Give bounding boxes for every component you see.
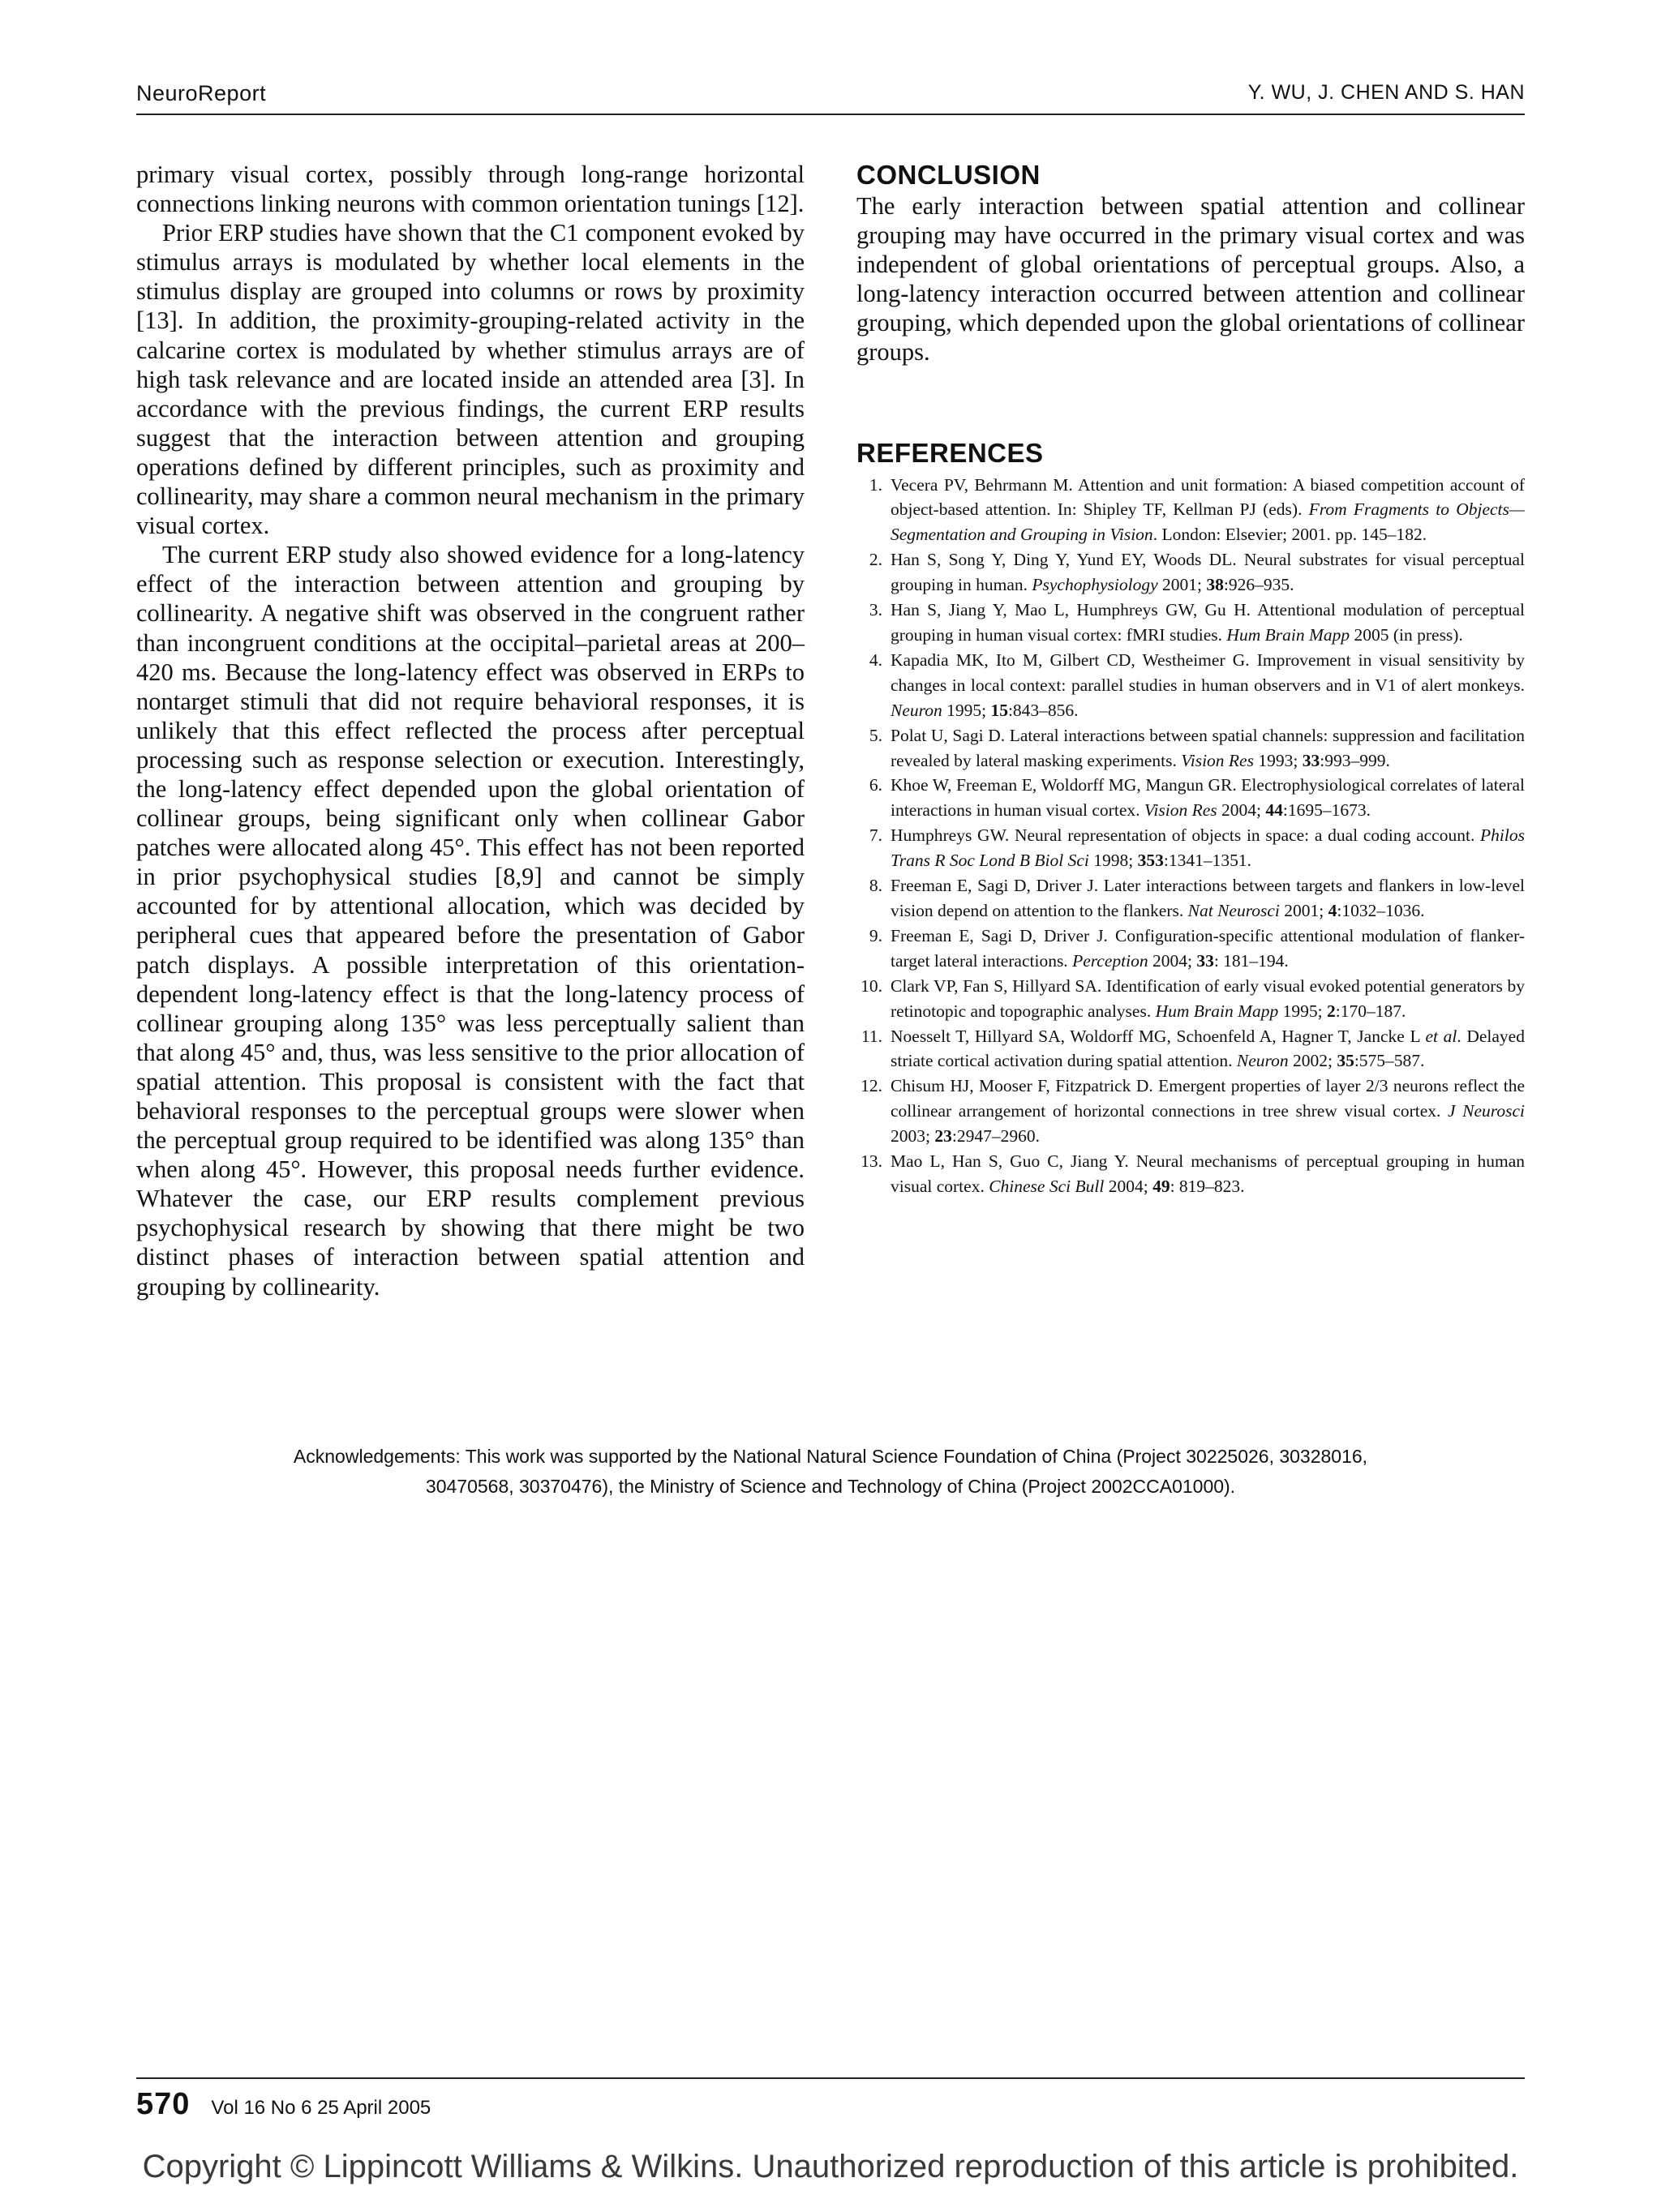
reference-list	[856, 473, 1525, 1199]
reference-authors-title: Freeman E, Sagi D, Driver J. Configuration-specific attentional modulation of flanker-target lateral interactions.	[891, 925, 1525, 971]
reference-pages: :843–856.	[1007, 700, 1079, 720]
reference-journal: Nat Neurosci	[1187, 900, 1280, 920]
reference-number: 10.	[861, 975, 882, 996]
reference-pages: :575–587.	[1354, 1051, 1425, 1071]
acknowledgements	[136, 1442, 1525, 1502]
reference-number: 8.	[869, 876, 882, 896]
conclusion-heading: CONCLUSION	[856, 160, 1041, 190]
reference-year: 2004;	[1148, 950, 1197, 971]
reference-pages: :993–999.	[1320, 750, 1390, 770]
reference-item	[856, 1024, 1525, 1074]
reference-year: 2004;	[1104, 1176, 1153, 1196]
left-column	[136, 160, 805, 1301]
body-paragraph-3: The current ERP study also showed evidence for a long-latency effect of the interaction between attention and grouping by collinearity. A negative shift was observed in the congruent rather than incongruent conditions at the occipital–parietal areas at 200–420 ms. Because the long-latency effect was observed in ERPs to nontarget stimuli that did not require behavioral responses, it is unlikely that this effect reflected the process after perceptual processing such as response selection or execution. Interestingly, the long-latency effect depended upon the global orientation of collinear groups, being significant only when collinear Gabor patches were allocated along 45°. This effect has not been reported in prior psychophysical studies [8,9] and cannot be simply accounted for by attentional allocation, which was decided by peripheral cues that appeared before the presentation of Gabor patch displays. A possible interpretation of this orientation-dependent long-latency effect is that the long-latency process of collinear grouping along 135° was less perceptually salient than that along 45° and, thus, was less sensitive to the prior allocation of spatial attention. This proposal is consistent with the fact that behavioral responses to the perceptual groups were slower when the perceptual group required to be identified was along 135° than when along 45°. However, this proposal needs further evidence. Whatever the case, our ERP results complement previous psychophysical research by showing that there might be two distinct phases of interaction between spatial attention and grouping by collinearity.	[136, 541, 805, 1301]
reference-year: 1995;	[1278, 1001, 1328, 1021]
copyright-notice: Copyright © Lippincott Williams & Wilkins. Unauthorized reproduction of this article is prohibited.	[142, 2149, 1519, 2184]
journal-name: NeuroReport	[136, 81, 267, 105]
reference-year: 2004;	[1217, 800, 1266, 821]
reference-pages: . London: Elsevier; 2001. pp. 145–182.	[1152, 525, 1427, 545]
reference-year: 1998;	[1088, 851, 1138, 871]
reference-volume: 23	[934, 1126, 952, 1147]
body-paragraph-1: primary visual cortex, possibly through long-range horizontal connections linking neurons with common orientation tunings [12].	[136, 161, 805, 218]
reference-number: 1.	[869, 474, 882, 495]
page-footer	[136, 2087, 431, 2122]
reference-volume: 353	[1137, 851, 1164, 871]
reference-journal: Neuron	[1236, 1051, 1289, 1071]
reference-year: 2001;	[1157, 575, 1207, 595]
conclusion-section	[856, 159, 1525, 367]
reference-authors-title: Freeman E, Sagi D, Driver J. Later interactions between targets and flankers in low-level vision depend on attention to the flankers.	[891, 876, 1525, 920]
reference-item	[856, 473, 1525, 548]
references-section	[856, 437, 1525, 1199]
reference-number: 12.	[861, 1076, 882, 1096]
reference-number: 7.	[869, 825, 882, 846]
reference-volume: 49	[1152, 1176, 1170, 1196]
reference-journal: Hum Brain Mapp	[1155, 1001, 1279, 1021]
conclusion-text: The early interaction between spatial attention and collinear grouping may have occurred in the primary visual cortex and was independent of global orientations of perceptual groups. Also, a long-latency interaction occurred between attention and collinear grouping, which depended upon the global orientations of collinear groups.	[856, 192, 1525, 367]
reference-journal: Philos Trans R Soc Lond B Biol Sci	[891, 825, 1525, 871]
reference-item	[856, 723, 1525, 774]
reference-volume: 33	[1302, 750, 1320, 770]
reference-pages: :1695–1673.	[1282, 800, 1371, 821]
references-heading: REFERENCES	[856, 437, 1044, 468]
reference-volume: 2	[1327, 1001, 1336, 1021]
reference-year: 1995;	[942, 700, 991, 720]
reference-et-al: et al	[1425, 1026, 1457, 1046]
reference-item	[856, 974, 1525, 1024]
reference-number: 13.	[861, 1151, 882, 1172]
reference-pages: : 181–194.	[1213, 950, 1289, 971]
reference-number: 6.	[869, 775, 882, 795]
reference-journal: Neuron	[891, 700, 942, 720]
reference-volume: 4	[1328, 900, 1337, 920]
issue-info: Vol 16 No 6 25 April 2005	[211, 2097, 431, 2119]
reference-journal: Perception	[1072, 950, 1148, 971]
reference-number: 11.	[861, 1026, 882, 1046]
reference-volume: 15	[990, 700, 1008, 720]
reference-authors-title: Mao L, Han S, Guo C, Jiang Y. Neural mechanisms of perceptual grouping in human visual cortex.	[891, 1151, 1525, 1196]
reference-pages: :1341–1351.	[1163, 851, 1251, 871]
acknowledgements-line-2: 30470568, 30370476), the Ministry of Science and Technology of China (Project 2002CCA01000).	[425, 1476, 1236, 1497]
page-number: 570	[136, 2087, 191, 2121]
reference-authors-title: Han S, Jiang Y, Mao L, Humphreys GW, Gu H. Attentional modulation of perceptual grouping in human visual cortex: fMRI studies.	[891, 600, 1525, 645]
reference-journal: Chinese Sci Bull	[989, 1176, 1105, 1196]
reference-authors-title: Humphreys GW. Neural representation of objects in space: a dual coding account.	[891, 825, 1481, 846]
body-paragraph-2: Prior ERP studies have shown that the C1 component evoked by stimulus arrays is modulated by whether local elements in the stimulus display are grouped into columns or rows by proximity [13]. In addition, the proximity-grouping-related activity in the calcarine cortex is modulated by whether stimulus arrays are of high task relevance and are located inside an attended area [3]. In accordance with the previous findings, the current ERP results suggest that the interaction between attention and grouping operations defined by different principles, such as proximity and collinearity, may share a common neural mechanism in the primary visual cortex.	[136, 219, 805, 540]
footer-rule	[136, 2077, 1525, 2079]
acknowledgements-line-1: Acknowledgements: This work was supported by the National Natural Science Foundation of China (Project 30225026, 30328016,	[293, 1446, 1368, 1467]
reference-journal: Hum Brain Mapp	[1226, 625, 1350, 645]
reference-item	[856, 648, 1525, 723]
reference-journal: Vision Res	[1144, 800, 1217, 821]
reference-authors-title: Clark VP, Fan S, Hillyard SA. Identification of early visual evoked potential generators by retinotopic and topographic analyses.	[891, 975, 1525, 1021]
reference-journal: Psychophysiology	[1032, 575, 1158, 595]
reference-pages: :1032–1036.	[1337, 900, 1425, 920]
reference-pages: :170–187.	[1335, 1001, 1406, 1021]
reference-pages: 2005 (in press).	[1350, 625, 1463, 645]
reference-volume: 44	[1265, 800, 1283, 821]
reference-authors-title: Chisum HJ, Mooser F, Fitzpatrick D. Emergent properties of layer 2/3 neurons reflect the collinear arrangement of horizontal connections in tree shrew visual cortex.	[891, 1076, 1525, 1121]
reference-volume: 38	[1206, 575, 1224, 595]
reference-number: 4.	[869, 649, 882, 670]
reference-title: . Delayed striate cortical activation during spatial attention.	[891, 1026, 1525, 1071]
reference-number: 3.	[869, 600, 882, 620]
reference-item	[856, 873, 1525, 924]
reference-number: 9.	[869, 925, 882, 945]
reference-item	[856, 773, 1525, 823]
reference-item	[856, 1149, 1525, 1199]
reference-year: 1993;	[1253, 750, 1303, 770]
reference-year: 2001;	[1279, 900, 1328, 920]
reference-authors-title: Polat U, Sagi D. Lateral interactions between spatial channels: suppression and facilitation revealed by lateral masking experiments.	[891, 725, 1525, 770]
reference-authors-title: Kapadia MK, Ito M, Gilbert CD, Westheimer G. Improvement in visual sensitivity by changes in local context: parallel studies in human observers and in V1 of alert monkeys.	[891, 649, 1525, 695]
reference-item	[856, 547, 1525, 598]
reference-item	[856, 598, 1525, 648]
reference-year: 2003;	[891, 1126, 935, 1147]
reference-item	[856, 1074, 1525, 1149]
reference-volume: 35	[1337, 1051, 1354, 1071]
reference-year: 2002;	[1288, 1051, 1337, 1071]
reference-number: 5.	[869, 725, 882, 745]
reference-item	[856, 823, 1525, 873]
reference-authors-title: Noesselt T, Hillyard SA, Woldorff MG, Schoenfeld A, Hagner T, Jancke L	[891, 1026, 1426, 1046]
reference-pages: :926–935.	[1223, 575, 1294, 595]
header-authors: Y. WU, J. CHEN AND S. HAN	[1247, 81, 1525, 104]
reference-item	[856, 924, 1525, 974]
reference-authors-title: Han S, Song Y, Ding Y, Yund EY, Woods DL. Neural substrates for visual perceptual grouping in human.	[891, 550, 1525, 595]
reference-pages: :2947–2960.	[951, 1126, 1040, 1147]
reference-journal: From Fragments to Objects—Segmentation and Grouping in Vision	[891, 499, 1525, 545]
reference-pages: : 819–823.	[1170, 1176, 1245, 1196]
reference-volume: 33	[1196, 950, 1214, 971]
right-column	[856, 159, 1525, 1199]
reference-number: 2.	[869, 550, 882, 570]
reference-journal: Vision Res	[1181, 750, 1254, 770]
running-header	[136, 78, 1525, 115]
reference-authors-title: Khoe W, Freeman E, Woldorff MG, Mangun GR. Electrophysiological correlates of lateral interactions in human visual cortex.	[891, 775, 1525, 821]
reference-journal: J Neurosci	[1448, 1101, 1525, 1121]
reference-authors-title: Vecera PV, Behrmann M. Attention and unit formation: A biased competition account of object-based attention. In: Shipley TF, Kellman PJ (eds).	[891, 474, 1525, 520]
